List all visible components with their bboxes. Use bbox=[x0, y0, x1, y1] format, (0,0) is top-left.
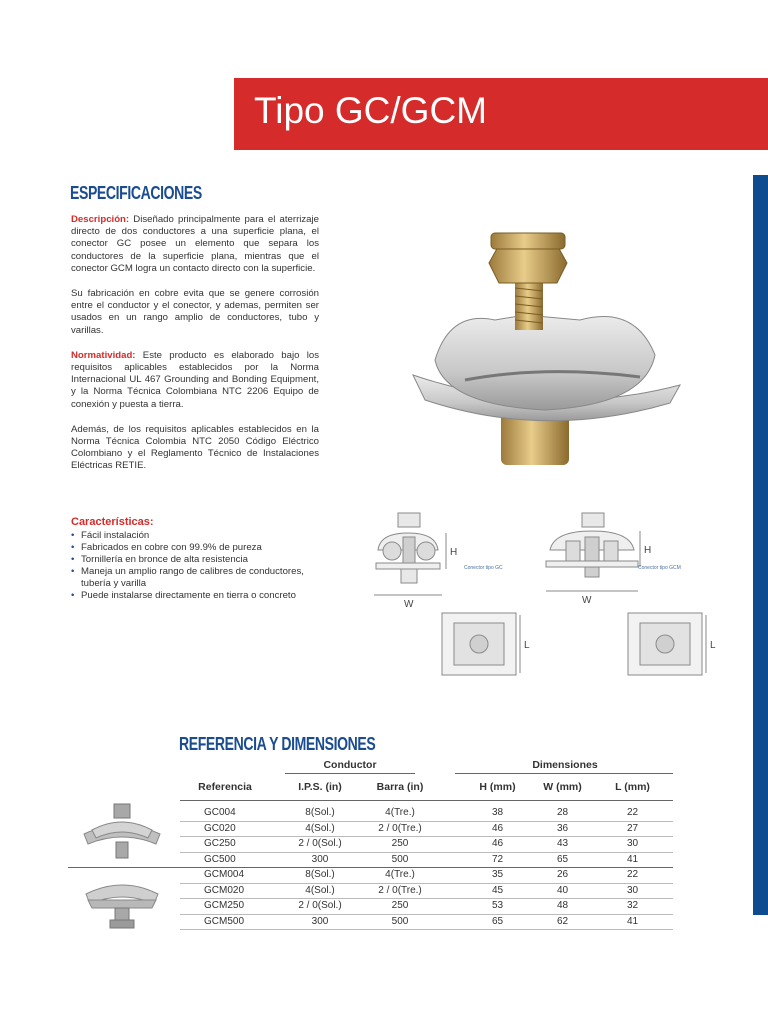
cell-barra: 4(Tre.) bbox=[385, 807, 415, 818]
col-ips-header: I.P.S. (in) bbox=[298, 781, 342, 793]
cell-ref: GCM020 bbox=[204, 884, 245, 896]
group-dimensiones-header: Dimensiones bbox=[532, 759, 598, 771]
cell-w: 65 bbox=[556, 853, 569, 865]
features-list bbox=[71, 530, 331, 602]
norm-paragraph bbox=[71, 350, 319, 411]
fabrication-paragraph: Su fabricación en cobre evita que se genere corrosión entre el conductor y el conector, y ademas, permiten ser usados en un rango amplio de conductores, tubo y varillas. bbox=[71, 288, 319, 336]
cell-ref: GCM004 bbox=[204, 869, 245, 880]
dim-h-gc: H bbox=[450, 547, 458, 558]
conductor-rule bbox=[285, 773, 415, 774]
dim-w-gcm: W bbox=[582, 595, 592, 606]
col-w-header: W (mm) bbox=[543, 781, 582, 793]
gc-label: Conector tipo GC bbox=[464, 565, 503, 571]
page-title: Tipo GC/GCM bbox=[254, 90, 487, 131]
cell-barra: 500 bbox=[391, 915, 409, 927]
gcm-thumbnail bbox=[78, 870, 166, 932]
cell-w: 62 bbox=[556, 915, 569, 927]
cell-ref: GC004 bbox=[204, 807, 236, 818]
cell-l: 30 bbox=[626, 838, 639, 849]
table-row bbox=[180, 806, 673, 822]
cell-ref: GCM500 bbox=[204, 915, 245, 927]
cell-h: 35 bbox=[491, 869, 504, 880]
cell-w: 26 bbox=[556, 869, 569, 880]
table-row bbox=[180, 884, 673, 900]
cell-barra: 500 bbox=[391, 853, 409, 865]
features-heading: Características: bbox=[71, 516, 154, 528]
cell-l: 22 bbox=[626, 869, 639, 880]
table-row bbox=[180, 853, 673, 869]
cell-ref: GCM250 bbox=[204, 900, 245, 911]
cell-ips: 8(Sol.) bbox=[305, 807, 335, 818]
cell-l: 22 bbox=[626, 807, 639, 818]
cell-ips: 300 bbox=[311, 915, 329, 927]
dim-l-gc: L bbox=[524, 640, 530, 651]
title-banner bbox=[234, 78, 768, 150]
cell-h: 72 bbox=[491, 853, 504, 865]
description-text: Diseñado principalmente para el aterrizaje directo de dos conductores a una superficie plana, el conector GC posee un elemento que separa los conductores de la superficie plana, mientras que el conector GCM logra un contacto directo con la superficie. bbox=[71, 214, 319, 274]
table-row bbox=[180, 837, 673, 853]
cell-ref: GC500 bbox=[204, 853, 236, 865]
side-accent-bar bbox=[753, 175, 768, 915]
cell-w: 36 bbox=[556, 822, 569, 834]
cell-ips: 8(Sol.) bbox=[305, 869, 335, 880]
cell-ips: 4(Sol.) bbox=[305, 822, 335, 834]
feature-item: • Tornillería en bronce de alta resistencia bbox=[71, 554, 331, 566]
cell-ips: 4(Sol.) bbox=[305, 884, 335, 896]
cell-ips: 300 bbox=[311, 853, 329, 865]
cell-w: 48 bbox=[556, 900, 569, 911]
col-l-header: L (mm) bbox=[615, 781, 650, 793]
feature-item: • Fácil instalación bbox=[71, 530, 331, 542]
cell-l: 30 bbox=[626, 884, 639, 896]
specs-heading: ESPECIFICACIONES bbox=[70, 183, 202, 203]
cell-w: 28 bbox=[556, 807, 569, 818]
cell-h: 46 bbox=[491, 822, 504, 834]
table-row bbox=[180, 822, 673, 838]
norm-label: Normatividad: bbox=[71, 349, 136, 361]
cell-w: 43 bbox=[556, 838, 569, 849]
cell-ips: 2 / 0(Sol.) bbox=[298, 900, 342, 911]
cell-barra: 2 / 0(Tre.) bbox=[378, 884, 422, 896]
dim-h-gcm: H bbox=[644, 545, 652, 556]
cell-h: 46 bbox=[491, 838, 504, 849]
col-barra-header: Barra (in) bbox=[376, 781, 424, 793]
specs-text bbox=[71, 214, 319, 486]
description-paragraph bbox=[71, 214, 319, 275]
table-heading: REFERENCIA Y DIMENSIONES bbox=[179, 734, 376, 754]
cell-ref: GC020 bbox=[204, 822, 236, 834]
dim-w-gc: W bbox=[404, 599, 414, 610]
feature-item: • Maneja un amplio rango de calibres de conductores, tubería y varilla bbox=[71, 566, 331, 590]
cell-barra: 4(Tre.) bbox=[385, 869, 415, 880]
technical-drawings bbox=[370, 505, 740, 685]
col-h-header: H (mm) bbox=[479, 781, 516, 793]
cell-l: 41 bbox=[626, 915, 639, 927]
cell-h: 65 bbox=[491, 915, 504, 927]
cell-h: 38 bbox=[491, 807, 504, 818]
group-conductor-header: Conductor bbox=[323, 759, 377, 771]
dim-l-gcm: L bbox=[710, 640, 716, 651]
cell-l: 41 bbox=[626, 853, 639, 865]
cell-barra: 250 bbox=[391, 900, 409, 911]
dimensions-table bbox=[180, 806, 673, 930]
additional-norm-paragraph: Además, de los requisitos aplicables establecidos en la Norma Técnica Colombia NTC 2050 Código Eléctrico Colombiano y el Reglamento Técnico de Instalaciones Eléctricas RETIE. bbox=[71, 423, 319, 472]
cell-h: 53 bbox=[491, 900, 504, 911]
cell-ips: 2 / 0(Sol.) bbox=[298, 838, 342, 849]
table-row bbox=[180, 915, 673, 931]
description-label: Descripción: bbox=[71, 214, 130, 225]
feature-item: • Puede instalarse directamente en tierra o concreto bbox=[71, 590, 331, 602]
cell-l: 32 bbox=[626, 900, 639, 911]
feature-item: • Fabricados en cobre con 99.9% de pureza bbox=[71, 542, 331, 554]
header-rule bbox=[180, 800, 673, 801]
cell-barra: 250 bbox=[391, 838, 409, 849]
gcm-label: Conector tipo GCM bbox=[638, 565, 681, 571]
cell-w: 40 bbox=[556, 884, 569, 896]
cell-barra: 2 / 0(Tre.) bbox=[378, 822, 422, 834]
cell-h: 45 bbox=[491, 884, 504, 896]
table-row bbox=[180, 899, 673, 915]
col-ref-header: Referencia bbox=[198, 781, 252, 793]
gc-thumbnail bbox=[78, 800, 166, 862]
connector-photo bbox=[405, 225, 695, 475]
table-row bbox=[180, 868, 673, 884]
dimensiones-rule bbox=[455, 773, 673, 774]
cell-ref: GC250 bbox=[204, 838, 236, 849]
norm-text: Este producto es elaborado bajo los requisitos aplicables establecidos por la Norma Internacional UL 467 Grounding and Bonding Equipment, y la Norma Técnica Colombiana NTC 2206 Equipo de conexión y puesta a tierra. bbox=[71, 349, 319, 410]
cell-l: 27 bbox=[626, 822, 639, 834]
